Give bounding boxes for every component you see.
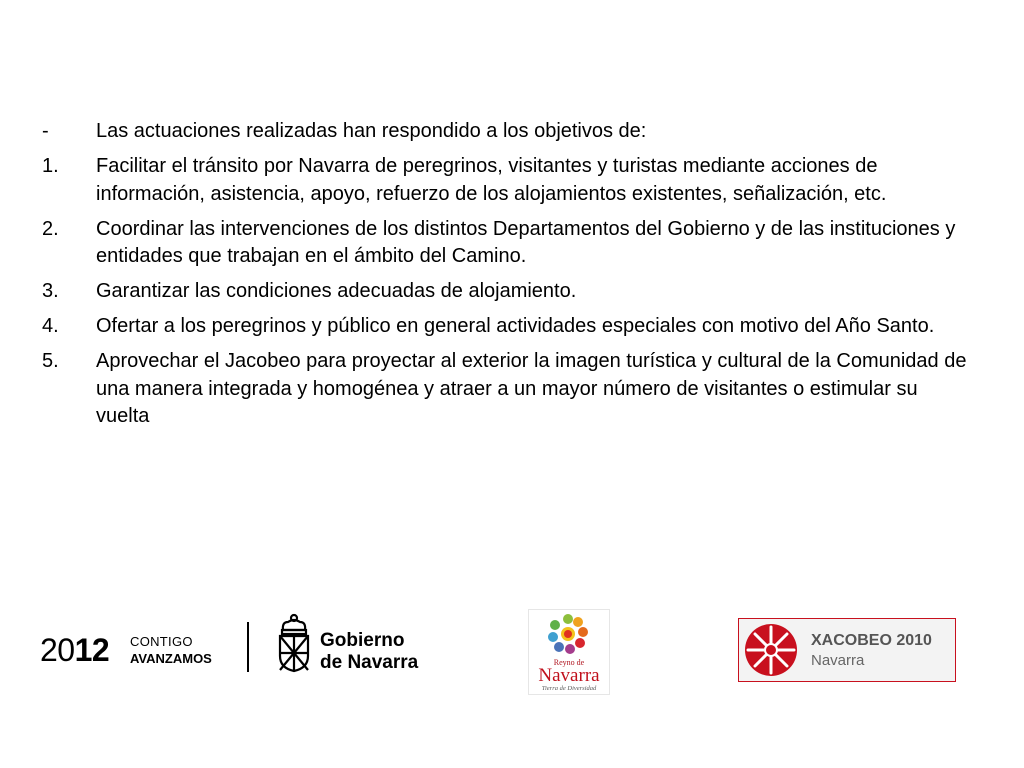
reyno-big-text: Navarra	[538, 665, 600, 686]
list-marker: 4.	[42, 315, 59, 337]
navarra-shield-icon	[276, 612, 312, 674]
list-item-text: Garantizar las condiciones adecuadas de alojamiento.	[96, 280, 577, 302]
list-item-text: Las actuaciones realizadas han respondido a los objetivos de:	[96, 120, 647, 142]
logo-year-light: 20	[40, 632, 75, 668]
santiago-cross-icon	[743, 622, 799, 678]
list-item-text: Aprovechar el Jacobeo para proyectar al exterior la imagen turística y cultural de la Comunidad de una manera integrada y homogénea y atraer a un mayor número de visitantes o estimular su vuelta	[96, 350, 967, 427]
list-item	[42, 348, 972, 431]
xacobeo-subtitle: Navarra	[811, 652, 865, 669]
list-item-text: Coordinar las intervenciones de los distintos Departamentos del Gobierno y de las instituciones y entidades que trabajan en el ámbito del Camino.	[96, 217, 956, 267]
flower-icon	[544, 612, 592, 658]
list-item-text: Facilitar el tránsito por Navarra de peregrinos, visitantes y turistas mediante acciones de información, asistencia, apoyo, refuerzo de los alojamientos existentes, señalización, etc.	[96, 155, 887, 205]
list-marker: -	[42, 120, 49, 142]
logo-divider	[247, 622, 249, 672]
logo-contigo-text: CONTIGO	[130, 634, 193, 649]
list-item	[42, 313, 972, 341]
list-item	[42, 153, 972, 208]
objectives-list	[42, 118, 972, 438]
logo-year	[40, 632, 109, 668]
reyno-navarra-logo	[528, 609, 610, 695]
reyno-small-text: Reyno de	[553, 658, 585, 667]
list-marker: 2.	[42, 217, 59, 240]
list-item-text: Ofertar a los peregrinos y público en general actividades especiales con motivo del Año Santo.	[96, 315, 935, 337]
list-marker: 5.	[42, 350, 59, 372]
logo-year-bold: 12	[74, 632, 110, 668]
gobierno-line1: Gobierno	[320, 630, 405, 651]
list-item	[42, 118, 972, 146]
xacobeo-title: XACOBEO 2010	[811, 632, 932, 649]
xacobeo-logo	[738, 618, 956, 682]
reyno-tagline: Tierra de Diversidad	[541, 685, 597, 692]
list-marker: 3.	[42, 280, 59, 302]
list-item	[42, 278, 972, 306]
gobierno-navarra-logo	[276, 612, 426, 676]
list-marker: 1.	[42, 155, 59, 177]
footer-logos	[0, 600, 1024, 710]
list-item	[42, 216, 972, 271]
logo-avanzamos-text: AVANZAMOS	[130, 651, 212, 666]
gobierno-line2: de Navarra	[320, 652, 419, 673]
